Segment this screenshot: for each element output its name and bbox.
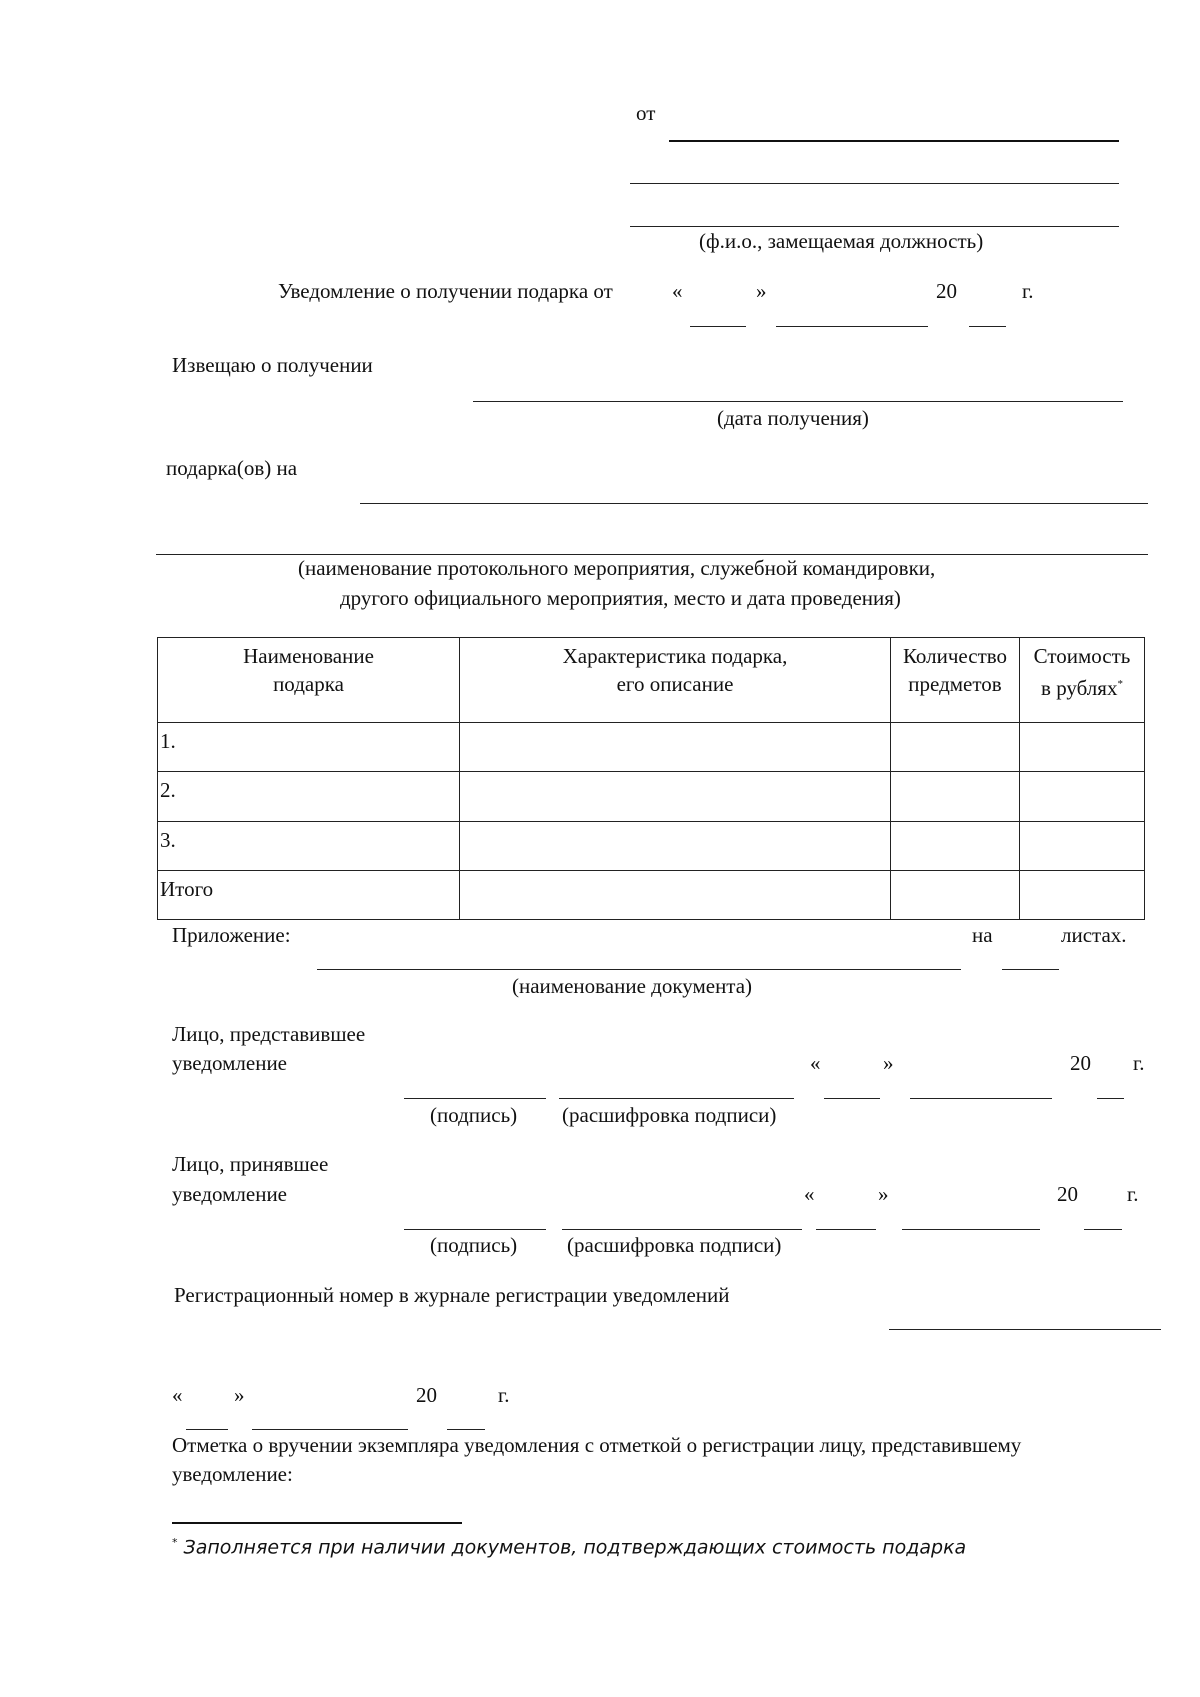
registration-year-suffix: г. — [498, 1383, 510, 1407]
receiver-label-line1: Лицо, принявшее — [172, 1152, 329, 1176]
row-description-cell[interactable] — [460, 723, 891, 772]
receiver-decoding-caption: (расшифровка подписи) — [567, 1233, 782, 1257]
gifts-table — [157, 637, 1145, 920]
delivery-mark-line1: Отметка о вручении экземпляра уведомления с отметкой о регистрации лицу, представившему — [172, 1433, 1022, 1457]
submitter-day-line[interactable] — [824, 1098, 880, 1099]
footnote-text: Заполняется при наличии документов, подтверждающих стоимость подарка — [183, 1536, 967, 1559]
submitter-signature-line[interactable] — [404, 1098, 546, 1099]
footnote-separator — [172, 1522, 462, 1524]
from-position-line-2[interactable] — [630, 226, 1119, 227]
row-label: 1. — [158, 723, 460, 772]
row-description-cell[interactable] — [460, 821, 891, 870]
receiver-year-line[interactable] — [1084, 1229, 1122, 1230]
header-quantity: Количество предметов — [891, 638, 1020, 723]
row-label: 3. — [158, 821, 460, 870]
submitter-label-line2: уведомление — [172, 1051, 288, 1075]
row-cost-cell[interactable] — [1020, 772, 1145, 821]
from-label: от — [636, 101, 656, 125]
receiver-day-line[interactable] — [816, 1229, 876, 1230]
receipt-date-caption: (дата получения) — [717, 406, 869, 430]
appendix-label: Приложение: — [172, 923, 291, 947]
receipt-date-line[interactable] — [473, 401, 1123, 402]
header-gift-name: Наименование подарка — [158, 638, 460, 723]
from-name-line[interactable] — [669, 140, 1119, 142]
row-cost-cell[interactable] — [1020, 821, 1145, 870]
row-description-cell[interactable] — [460, 870, 891, 919]
row-quantity-cell[interactable] — [891, 772, 1020, 821]
notice-year-suffix: г. — [1022, 279, 1034, 303]
submitter-decoding-caption: (расшифровка подписи) — [562, 1103, 777, 1127]
table-row — [158, 821, 1145, 870]
footnote-asterisk: * — [172, 1536, 178, 1549]
table-row — [158, 723, 1145, 772]
registration-number-line[interactable] — [889, 1329, 1161, 1330]
table-header-row — [158, 638, 1145, 723]
event-caption-line2: другого официального мероприятия, место и дата проведения) — [340, 586, 901, 610]
row-description-cell[interactable] — [460, 772, 891, 821]
receiver-signature-caption: (подпись) — [430, 1233, 518, 1257]
notice-title: Уведомление о получении подарка от — [278, 279, 613, 303]
row-quantity-cell[interactable] — [891, 821, 1020, 870]
registration-day-line[interactable] — [186, 1429, 228, 1430]
row-label: Итого — [158, 870, 460, 919]
table-row — [158, 772, 1145, 821]
receipt-label: Извещаю о получении — [172, 353, 373, 377]
registration-month-line[interactable] — [252, 1429, 408, 1430]
notice-quote-open: « — [672, 279, 683, 303]
delivery-mark-line2: уведомление: — [172, 1462, 293, 1486]
table-total-row — [158, 870, 1145, 919]
notice-quote-close: » — [756, 279, 767, 303]
receiver-year-prefix: 20 — [1057, 1182, 1078, 1206]
event-line-1[interactable] — [360, 503, 1148, 504]
submitter-label-line1: Лицо, представившее — [172, 1022, 366, 1046]
appendix-on-label: на — [972, 923, 993, 947]
receiver-decoding-line[interactable] — [562, 1229, 802, 1230]
appendix-sheets-line[interactable] — [1002, 969, 1059, 970]
registration-quote-close: » — [234, 1383, 245, 1407]
submitter-decoding-line[interactable] — [559, 1098, 794, 1099]
event-line-2[interactable] — [156, 554, 1148, 555]
receiver-signature-line[interactable] — [404, 1229, 546, 1230]
notice-day-line[interactable] — [690, 326, 746, 327]
from-position-line-1[interactable] — [630, 183, 1119, 184]
row-label: 2. — [158, 772, 460, 821]
appendix-sheets-label: листах. — [1061, 923, 1127, 947]
appendix-doc-caption: (наименование документа) — [512, 974, 753, 998]
footnote — [172, 1536, 966, 1558]
header-cost: Стоимость в рублях* — [1020, 638, 1145, 723]
submitter-quote-close: » — [883, 1051, 894, 1075]
header-gift-description: Характеристика подарка, его описание — [460, 638, 891, 723]
row-quantity-cell[interactable] — [891, 723, 1020, 772]
receiver-quote-open: « — [804, 1182, 815, 1206]
registration-year-prefix: 20 — [416, 1383, 437, 1407]
registration-year-line[interactable] — [447, 1429, 485, 1430]
registration-quote-open: « — [172, 1383, 183, 1407]
fio-caption: (ф.и.о., замещаемая должность) — [699, 229, 984, 253]
submitter-quote-open: « — [810, 1051, 821, 1075]
submitter-year-suffix: г. — [1133, 1051, 1145, 1075]
receiver-quote-close: » — [878, 1182, 889, 1206]
submitter-signature-caption: (подпись) — [430, 1103, 518, 1127]
registration-label: Регистрационный номер в журнале регистрации уведомлений — [174, 1283, 730, 1307]
receiver-label-line2: уведомление — [172, 1182, 288, 1206]
submitter-year-line[interactable] — [1097, 1098, 1124, 1099]
row-quantity-cell[interactable] — [891, 870, 1020, 919]
appendix-doc-line[interactable] — [317, 969, 961, 970]
receiver-year-suffix: г. — [1127, 1182, 1139, 1206]
notice-month-line[interactable] — [776, 326, 928, 327]
submitter-year-prefix: 20 — [1070, 1051, 1091, 1075]
row-cost-cell[interactable] — [1020, 870, 1145, 919]
notice-year-prefix: 20 — [936, 279, 957, 303]
submitter-month-line[interactable] — [910, 1098, 1052, 1099]
receiver-month-line[interactable] — [902, 1229, 1040, 1230]
notice-year-line[interactable] — [969, 326, 1006, 327]
event-label: подарка(ов) на — [166, 456, 298, 480]
row-cost-cell[interactable] — [1020, 723, 1145, 772]
event-caption-line1: (наименование протокольного мероприятия, служебной командировки, — [298, 556, 936, 580]
footnote-mark: * — [1117, 678, 1123, 690]
